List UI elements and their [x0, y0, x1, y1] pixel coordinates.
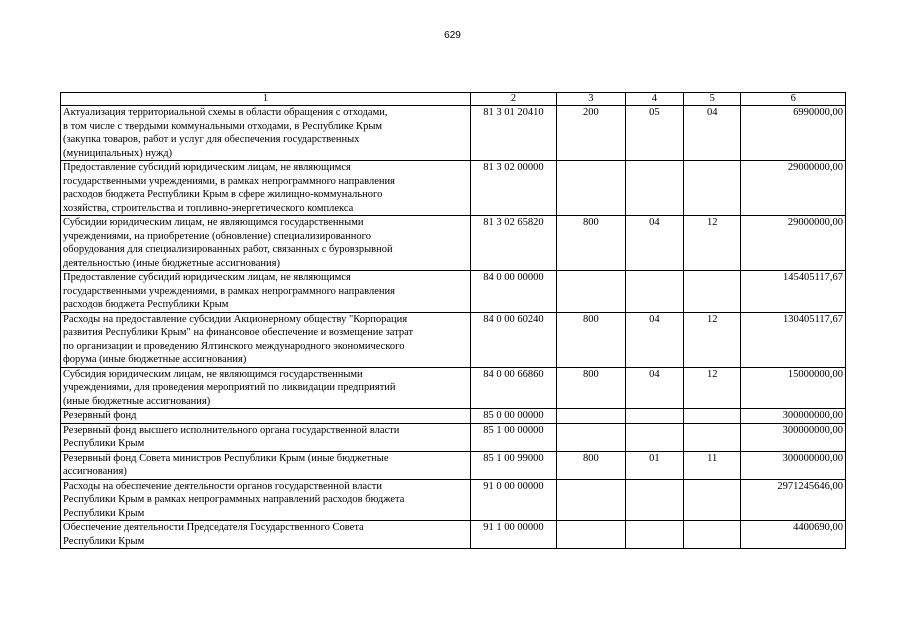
expense-type — [556, 423, 625, 451]
table-row — [61, 451, 846, 479]
expense-type: 800 — [556, 216, 625, 271]
table-row — [61, 409, 846, 424]
header-col-5: 5 — [684, 93, 741, 106]
subsection — [684, 479, 741, 521]
amount: 29000000,00 — [741, 161, 846, 216]
target-code: 81 3 01 20410 — [470, 106, 556, 161]
amount: 15000000,00 — [741, 367, 846, 409]
expense-name: Резервный фонд Совета министров Республики Крым (иные бюджетные ассигнования) — [61, 451, 471, 479]
expense-name: Резервный фонд — [61, 409, 471, 424]
target-code: 85 0 00 00000 — [470, 409, 556, 424]
table-row — [61, 479, 846, 521]
header-col-3: 3 — [556, 93, 625, 106]
page-number: 629 — [444, 30, 461, 41]
table-row — [61, 271, 846, 313]
target-code: 84 0 00 60240 — [470, 312, 556, 367]
table-row — [61, 216, 846, 271]
section: 05 — [625, 106, 683, 161]
section — [625, 479, 683, 521]
target-code: 85 1 00 00000 — [470, 423, 556, 451]
table-row — [61, 106, 846, 161]
section — [625, 271, 683, 313]
expense-type — [556, 521, 625, 549]
header-col-1: 1 — [61, 93, 471, 106]
section: 01 — [625, 451, 683, 479]
expense-name: Обеспечение деятельности Председателя Государственного Совета Республики Крым — [61, 521, 471, 549]
subsection — [684, 271, 741, 313]
expense-type: 800 — [556, 312, 625, 367]
header-col-6: 6 — [741, 93, 846, 106]
budget-table — [60, 92, 846, 549]
amount: 6990000,00 — [741, 106, 846, 161]
section: 04 — [625, 312, 683, 367]
expense-name: Субсидии юридическим лицам, не являющимся государственными учреждениями, на приобретение (обновление) специализированного оборудования для специализированных работ, связанных с буровзрывной деятельностью (иные бюджетные ассигнования) — [61, 216, 471, 271]
table-row — [61, 367, 846, 409]
section — [625, 521, 683, 549]
section: 04 — [625, 216, 683, 271]
subsection — [684, 521, 741, 549]
subsection: 12 — [684, 312, 741, 367]
table-row — [61, 312, 846, 367]
expense-name: Расходы на предоставление субсидии Акционерному обществу "Корпорация развития Республики Крым" на финансовое обеспечение и возмещение затрат по организации и проведению Ялтинского международного экономического форума (иные бюджетные ассигнования) — [61, 312, 471, 367]
amount: 130405117,67 — [741, 312, 846, 367]
subsection — [684, 409, 741, 424]
expense-type: 800 — [556, 451, 625, 479]
amount: 145405117,67 — [741, 271, 846, 313]
amount: 300000000,00 — [741, 423, 846, 451]
subsection: 04 — [684, 106, 741, 161]
target-code: 91 0 00 00000 — [470, 479, 556, 521]
target-code: 84 0 00 66860 — [470, 367, 556, 409]
section: 04 — [625, 367, 683, 409]
expense-type — [556, 409, 625, 424]
expense-name: Предоставление субсидий юридическим лицам, не являющимся государственными учреждениями, в рамках непрограммного направления расходов бюджета Республики Крым в сфере жилищно-коммунального хозяйства, строительства и топливно-энергетического комплекса — [61, 161, 471, 216]
section — [625, 423, 683, 451]
target-code: 81 3 02 65820 — [470, 216, 556, 271]
expense-name: Субсидия юридическим лицам, не являющимся государственными учреждениями, для проведения мероприятий по ликвидации предприятий (иные бюджетные ассигнования) — [61, 367, 471, 409]
header-col-4: 4 — [625, 93, 683, 106]
subsection: 12 — [684, 216, 741, 271]
table-row — [61, 161, 846, 216]
table-row — [61, 521, 846, 549]
section — [625, 161, 683, 216]
subsection — [684, 423, 741, 451]
subsection: 12 — [684, 367, 741, 409]
expense-type: 200 — [556, 106, 625, 161]
table-row — [61, 423, 846, 451]
expense-name: Актуализация территориальной схемы в области обращения с отходами, в том числе с твердыми коммунальными отходами, в Республике Крым (закупка товаров, работ и услуг для обеспечения государственных (муниципальных) нужд) — [61, 106, 471, 161]
target-code: 84 0 00 00000 — [470, 271, 556, 313]
expense-name: Резервный фонд высшего исполнительного органа государственной власти Республики Крым — [61, 423, 471, 451]
expense-type: 800 — [556, 367, 625, 409]
amount: 29000000,00 — [741, 216, 846, 271]
subsection: 11 — [684, 451, 741, 479]
header-col-2: 2 — [470, 93, 556, 106]
target-code: 81 3 02 00000 — [470, 161, 556, 216]
subsection — [684, 161, 741, 216]
table-header-row — [61, 93, 846, 106]
expense-type — [556, 271, 625, 313]
amount: 300000000,00 — [741, 409, 846, 424]
expense-type — [556, 161, 625, 216]
expense-type — [556, 479, 625, 521]
section — [625, 409, 683, 424]
amount: 2971245646,00 — [741, 479, 846, 521]
expense-name: Предоставление субсидий юридическим лицам, не являющимся государственными учреждениями, в рамках непрограммного направления расходов бюджета Республики Крым — [61, 271, 471, 313]
amount: 300000000,00 — [741, 451, 846, 479]
target-code: 85 1 00 99000 — [470, 451, 556, 479]
expense-name: Расходы на обеспечение деятельности органов государственной власти Республики Крым в рамках непрограммных направлений расходов бюджета Республики Крым — [61, 479, 471, 521]
amount: 4400690,00 — [741, 521, 846, 549]
target-code: 91 1 00 00000 — [470, 521, 556, 549]
